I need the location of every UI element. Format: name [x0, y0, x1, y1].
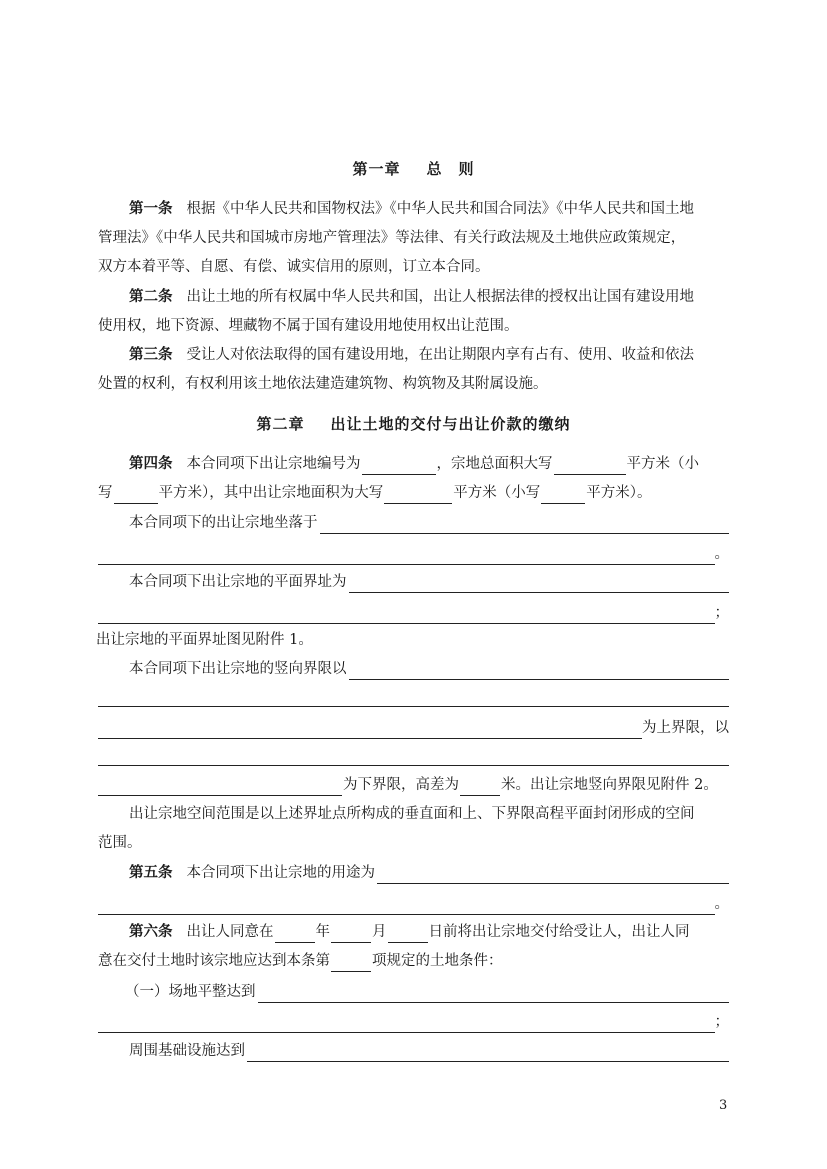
article-4-label: 第四条	[129, 455, 173, 472]
article-4-line-2: 写 平方米），其中出让宗地面积为大写 平方米（小写 平方米）。	[98, 482, 729, 504]
article-4-line-1: 第四条 本合同项下出让宗地编号为 ，宗地总面积大写 平方米（小	[98, 453, 729, 475]
site-leveling-line: （一）场地平整达到	[98, 981, 729, 1003]
upper-limit-line: 为上界限，以	[98, 717, 729, 739]
location-line: 本合同项下的出让宗地坐落于	[98, 512, 729, 534]
granted-area-figures-field[interactable]	[541, 487, 585, 504]
parcel-number-field[interactable]	[362, 458, 436, 475]
vertical-limit-line: 本合同项下出让宗地的竖向界限以	[98, 658, 729, 680]
article-1-line-2: 管理法》《中华人民共和国城市房地产管理法》等法律、有关行政法规及土地供应政策规定，	[98, 230, 686, 246]
upper-limit-field[interactable]	[98, 721, 642, 739]
total-area-words-field[interactable]	[554, 458, 626, 475]
article-3-line-1: 第三条 受让人对依法取得的国有建设用地，在出让期限内享有占有、使用、收益和依法	[98, 344, 729, 366]
page-number: 3	[719, 1098, 728, 1113]
chapter-2-heading: 第二章 出让土地的交付与出让价款的缴纳	[256, 415, 571, 433]
vertical-limit-field-line-2[interactable]	[98, 706, 729, 707]
article-2-line-1: 第二条 出让土地的所有权属中华人民共和国，出让人根据法律的授权出让国有建设用地	[98, 286, 729, 308]
granted-area-words-field[interactable]	[384, 487, 452, 504]
article-2-line-2: 使用权，地下资源、埋藏物不属于国有建设用地使用权出让范围。	[98, 318, 519, 334]
lower-limit-field-line-1[interactable]	[98, 765, 729, 766]
article-6-line-1: 第六条 出让人同意在 年 月 日前将出让宗地交付给受让人，出让人同	[98, 921, 729, 943]
boundary-field[interactable]	[349, 575, 730, 593]
vertical-limit-field[interactable]	[349, 662, 730, 680]
boundary-field-continued[interactable]	[98, 606, 715, 624]
infrastructure-line: 周围基础设施达到	[98, 1040, 729, 1062]
article-5-label: 第五条	[129, 864, 173, 881]
site-leveling-field[interactable]	[258, 985, 730, 1003]
location-line-2: 。	[98, 543, 729, 565]
delivery-year-field[interactable]	[275, 926, 315, 943]
lower-limit-line: 为下界限，高差为 米。出让宗地竖向界限见附件 2。	[98, 774, 729, 796]
spatial-scope-line-2: 范围。	[98, 835, 142, 851]
lower-limit-field[interactable]	[98, 779, 342, 796]
infrastructure-field[interactable]	[247, 1044, 729, 1062]
article-2-label: 第二条	[129, 288, 173, 305]
spatial-scope-line-1: 出让宗地空间范围是以上述界址点所构成的垂直面和上、下界限高程平面封闭形成的空间	[129, 806, 695, 822]
article-5-line-1: 第五条 本合同项下出让宗地的用途为	[98, 862, 729, 884]
total-area-figures-field[interactable]	[114, 487, 158, 504]
location-field-continued[interactable]	[98, 547, 715, 565]
article-6-label: 第六条	[129, 923, 173, 940]
article-3-line-2: 处置的权利，有权利用该土地依法建造建筑物、构筑物及其附属设施。	[98, 376, 548, 392]
article-3-label: 第三条	[129, 346, 173, 363]
boundary-note: 出让宗地的平面界址图见附件 1。	[96, 632, 313, 648]
site-leveling-line-2: ；	[98, 1011, 729, 1033]
chapter-1-heading: 第一章 总 则	[352, 160, 475, 178]
article-5-line-2: 。	[98, 893, 729, 915]
boundary-line: 本合同项下出让宗地的平面界址为	[98, 571, 729, 593]
site-leveling-field-continued[interactable]	[98, 1015, 715, 1033]
condition-item-field[interactable]	[331, 955, 371, 972]
delivery-month-field[interactable]	[331, 926, 371, 943]
height-difference-field[interactable]	[460, 779, 500, 796]
land-use-field-continued[interactable]	[98, 897, 715, 915]
land-use-field[interactable]	[377, 866, 729, 884]
article-1-line-1: 第一条 根据《中华人民共和国物权法》《中华人民共和国合同法》《中华人民共和国土地	[129, 200, 694, 217]
article-6-line-2: 意在交付土地时该宗地应达到本条第 项规定的土地条件：	[98, 950, 729, 972]
location-field[interactable]	[320, 516, 730, 534]
boundary-line-2: ；	[98, 602, 729, 624]
delivery-day-field[interactable]	[388, 926, 428, 943]
article-1-line-3: 双方本着平等、自愿、有偿、诚实信用的原则，订立本合同。	[98, 259, 490, 275]
article-1-label: 第一条	[129, 200, 173, 217]
